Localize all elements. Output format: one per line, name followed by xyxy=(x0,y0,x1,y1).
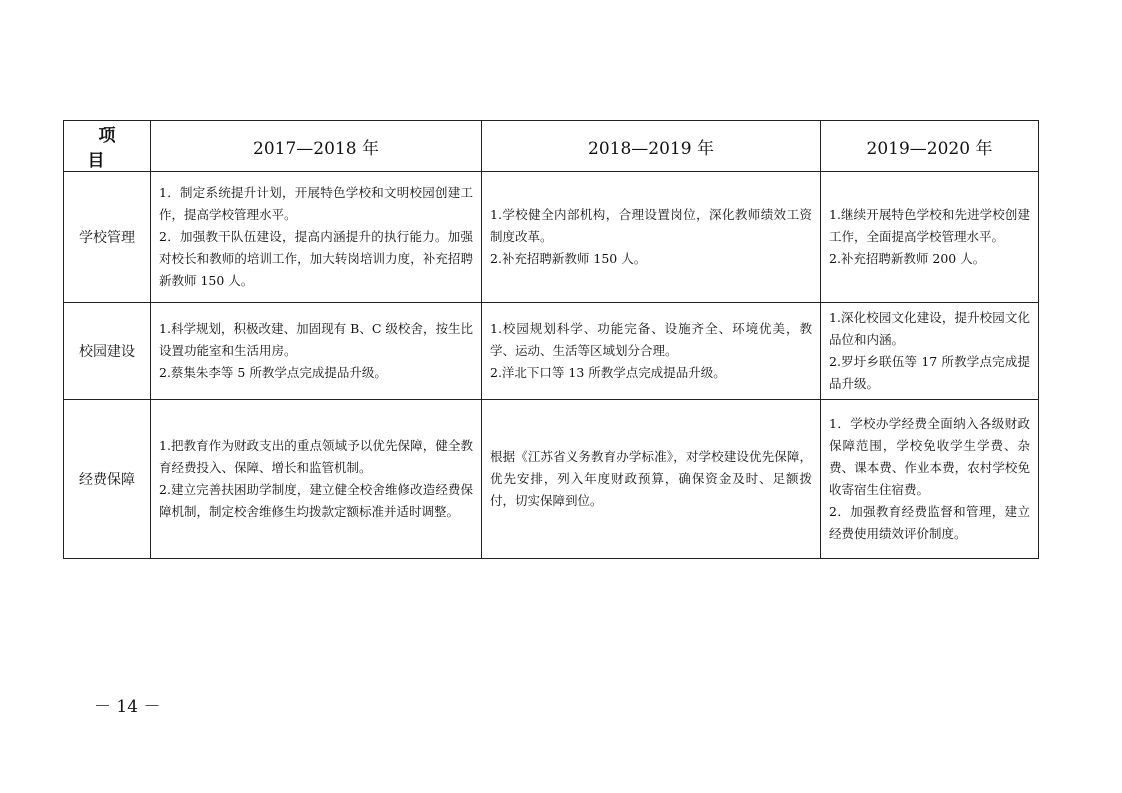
header-2017-2018: 2017—2018 年 xyxy=(151,121,482,172)
cell-funding-guarantee-2019 xyxy=(821,400,1039,559)
cell-campus-construction-2018 xyxy=(482,303,821,400)
cell-text: 2.罗圩乡联伍等 17 所教学点完成提品升级。 xyxy=(829,354,1030,391)
header-2018-2019: 2018—2019 年 xyxy=(482,121,821,172)
table-header-row xyxy=(64,121,1039,172)
cell-school-management-2019 xyxy=(821,172,1039,303)
cell-text: 2.蔡集朱李等 5 所教学点完成提品升级。 xyxy=(159,365,387,380)
header-2019-2020: 2019—2020 年 xyxy=(821,121,1039,172)
cell-text: 1.科学规划，积极改建、加固现有 B、C 级校舍，按生比设置功能室和生活用房。 xyxy=(159,321,473,358)
cell-text: 2.补充招聘新教师 150 人。 xyxy=(490,251,647,266)
page-number: － 14 － xyxy=(94,697,161,717)
category-funding-guarantee: 经费保障 xyxy=(64,400,151,559)
table-row-campus-construction xyxy=(64,303,1039,400)
cell-text: 1.深化校园文化建设，提升校园文化品位和内涵。 xyxy=(829,310,1030,347)
cell-school-management-2018 xyxy=(482,172,821,303)
cell-text: 1．学校办学经费全面纳入各级财政保障范围，学校免收学生学费、杂费、课本费、作业本费，农村学校免收寄宿生住宿费。 xyxy=(829,416,1030,497)
cell-text: 1．制定系统提升计划，开展特色学校和文明校园创建工作，提高学校管理水平。 xyxy=(159,185,473,222)
cell-campus-construction-2017 xyxy=(151,303,482,400)
cell-text: 2．加强教干队伍建设，提高内涵提升的执行能力。加强对校长和教师的培训工作，加大转岗培训力度，补充招聘新教师 150 人。 xyxy=(159,229,473,288)
cell-text: 1.校园规划科学、功能完备、设施齐全、环境优美，教学、运动、生活等区域划分合理。 xyxy=(490,321,812,358)
table-row-funding-guarantee xyxy=(64,400,1039,559)
cell-text: 2．加强教育经费监督和管理，建立经费使用绩效评价制度。 xyxy=(829,504,1030,541)
category-school-management: 学校管理 xyxy=(64,172,151,303)
header-item: 项 目 xyxy=(64,121,151,172)
cell-text: 1.学校健全内部机构，合理设置岗位，深化教师绩效工资制度改革。 xyxy=(490,207,812,244)
cell-funding-guarantee-2017 xyxy=(151,400,482,559)
education-plan-table xyxy=(63,120,1039,559)
cell-school-management-2017 xyxy=(151,172,482,303)
cell-text: 2.建立完善扶困助学制度，建立健全校舍维修改造经费保障机制，制定校舍维修生均拨款定额标准并适时调整。 xyxy=(159,482,473,519)
cell-campus-construction-2019 xyxy=(821,303,1039,400)
cell-text: 2.补充招聘新教师 200 人。 xyxy=(829,251,986,266)
category-campus-construction: 校园建设 xyxy=(64,303,151,400)
cell-text: 1.把教育作为财政支出的重点领域予以优先保障，健全教育经费投入、保障、增长和监管机制。 xyxy=(159,438,473,475)
cell-funding-guarantee-2018 xyxy=(482,400,821,559)
cell-text: 根据《江苏省义务教育办学标准》，对学校建设优先保障，优先安排，列入年度财政预算，确保资金及时、足额拨付，切实保障到位。 xyxy=(490,449,812,508)
cell-text: 1.继续开展特色学校和先进学校创建工作，全面提高学校管理水平。 xyxy=(829,207,1030,244)
table-row-school-management xyxy=(64,172,1039,303)
cell-text: 2.洋北下口等 13 所教学点完成提品升级。 xyxy=(490,365,726,380)
